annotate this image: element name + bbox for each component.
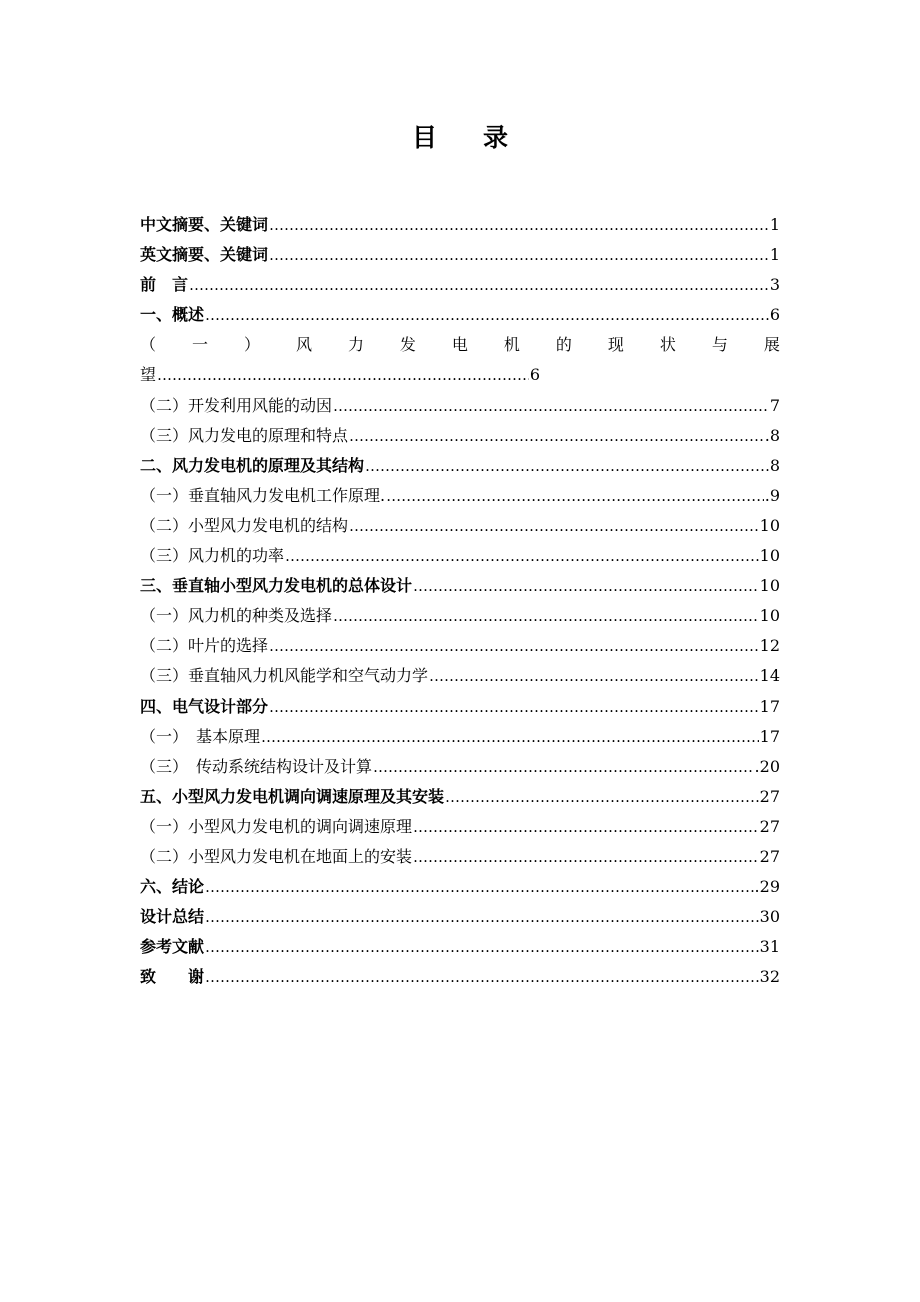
toc-entry-label: 望 xyxy=(140,365,157,385)
toc-entry-char: 力 xyxy=(347,335,364,355)
toc-entry-label: （一）垂直轴风力发电机工作原理. xyxy=(140,485,386,505)
toc-dot-leader xyxy=(285,541,759,571)
toc-entry[interactable] xyxy=(140,752,780,782)
toc-entry[interactable] xyxy=(140,541,780,571)
toc-entry-label-spread xyxy=(140,330,780,360)
toc-page-number: 6 xyxy=(769,305,780,325)
toc-entry[interactable] xyxy=(140,872,780,902)
toc-entry-char: 风 xyxy=(295,335,312,355)
toc-entry[interactable] xyxy=(140,451,780,481)
toc-dot-leader xyxy=(365,451,769,481)
toc-page-number: 10 xyxy=(759,576,780,596)
toc-dot-leader xyxy=(269,210,769,240)
toc-page-number: 27 xyxy=(759,816,780,836)
toc-entry-label: 英文摘要、关键词 xyxy=(140,245,269,265)
toc-dot-leader xyxy=(386,481,764,511)
toc-entry[interactable] xyxy=(140,631,780,661)
toc-entry[interactable] xyxy=(140,812,780,842)
toc-entry[interactable] xyxy=(140,571,780,601)
toc-dot-leader xyxy=(189,270,769,300)
toc-page-number: 8 xyxy=(769,455,780,475)
toc-page-number: 1 xyxy=(769,245,780,265)
toc-entry[interactable] xyxy=(140,300,780,330)
toc-entry-label: 一、概述 xyxy=(140,305,205,325)
page-title xyxy=(0,118,920,154)
toc-dot-leader xyxy=(157,360,529,390)
toc-dot-leader xyxy=(413,842,759,872)
toc-entry-char: 发 xyxy=(399,335,416,355)
toc-entry-label: 二、风力发电机的原理及其结构 xyxy=(140,455,365,475)
toc-entry[interactable] xyxy=(140,842,780,872)
toc-dot-leader xyxy=(205,962,759,992)
toc-entry-continuation[interactable] xyxy=(140,360,540,390)
toc-entry[interactable] xyxy=(140,601,780,631)
toc-entry-label: （二）开发利用风能的动因 xyxy=(140,395,333,415)
toc-page-number: .8 xyxy=(764,425,780,445)
toc-page-number: 30 xyxy=(759,907,780,927)
toc-entry-char: 现 xyxy=(607,335,624,355)
toc-entry[interactable] xyxy=(140,481,780,511)
toc-entry-label: （三） 传动系统结构设计及计算 xyxy=(140,756,373,776)
toc-page-number: 27 xyxy=(759,786,780,806)
toc-entry-label: 中文摘要、关键词 xyxy=(140,215,269,234)
title-char-2: 录 xyxy=(483,123,509,152)
toc-page-number: 1 xyxy=(769,215,780,234)
toc-page-number: 6 xyxy=(529,365,540,385)
toc-dot-leader xyxy=(333,601,759,631)
toc-entry[interactable] xyxy=(140,511,780,541)
toc-entry-char: 电 xyxy=(451,335,468,355)
toc-entry[interactable] xyxy=(140,391,780,421)
toc-dot-leader xyxy=(261,722,759,752)
toc-entry[interactable] xyxy=(140,902,780,932)
toc-entry-char: ） xyxy=(243,335,260,355)
toc-entry-char: 的 xyxy=(555,335,572,355)
toc-page-number: 12 xyxy=(759,636,780,656)
toc-entry-label: 三、垂直轴小型风力发电机的总体设计 xyxy=(140,576,413,596)
toc-entry-label: 四、电气设计部分 xyxy=(140,696,269,716)
toc-entry[interactable] xyxy=(140,421,780,451)
toc-dot-leader xyxy=(269,692,759,722)
toc-entry-label: （三）风力发电的原理和特点 xyxy=(140,425,349,445)
toc-entry[interactable] xyxy=(140,782,780,812)
toc-page-number: 17 xyxy=(759,726,780,746)
toc-entry[interactable] xyxy=(140,962,780,992)
toc-entry[interactable] xyxy=(140,210,780,240)
toc-dot-leader xyxy=(205,902,759,932)
toc-entry-char: 展 xyxy=(763,335,780,355)
toc-page-number: .9 xyxy=(764,485,780,505)
toc-entry-label: 前 言 xyxy=(140,275,189,295)
toc-dot-leader xyxy=(269,240,769,270)
toc-dot-leader xyxy=(349,421,764,451)
toc-dot-leader xyxy=(205,300,769,330)
toc-dot-leader xyxy=(205,932,759,962)
toc-page-number: 31 xyxy=(759,937,780,957)
table-of-contents xyxy=(140,210,780,992)
toc-entry-label: 五、小型风力发电机调向调速原理及其安装 xyxy=(140,786,445,806)
toc-entry-char: 一 xyxy=(191,335,208,355)
toc-entry-char: （ xyxy=(140,335,157,355)
toc-dot-leader xyxy=(373,752,754,782)
toc-entry-label: （一）小型风力发电机的调向调速原理 xyxy=(140,816,413,836)
toc-entry-label: （二）小型风力发电机的结构 xyxy=(140,515,349,535)
toc-page-number: 7 xyxy=(769,395,780,415)
toc-dot-leader xyxy=(349,511,759,541)
toc-page-number: 17 xyxy=(759,696,780,716)
toc-entry-label: 参考文献 xyxy=(140,937,205,957)
toc-entry[interactable] xyxy=(140,692,780,722)
toc-dot-leader xyxy=(269,631,759,661)
toc-entry-label: （二）叶片的选择 xyxy=(140,636,269,656)
toc-page-number: 32 xyxy=(759,967,780,987)
toc-dot-leader xyxy=(333,391,769,421)
toc-dot-leader xyxy=(413,571,759,601)
toc-dot-leader xyxy=(429,661,759,691)
toc-page-number: 10 xyxy=(759,546,780,566)
toc-entry-label: （一） 基本原理 xyxy=(140,726,261,746)
toc-entry[interactable] xyxy=(140,330,780,360)
toc-entry[interactable] xyxy=(140,240,780,270)
toc-page-number: 3 xyxy=(769,275,780,295)
toc-entry-char: 与 xyxy=(711,335,728,355)
toc-entry-label: 致 谢 xyxy=(140,967,205,987)
toc-page-number: .29 xyxy=(754,877,780,897)
toc-page-number: 27 xyxy=(759,846,780,866)
toc-entry-label: （二）小型风力发电机在地面上的安装 xyxy=(140,846,413,866)
toc-entry-char: 机 xyxy=(503,335,520,355)
toc-entry-label: 六、结论 xyxy=(140,877,205,897)
toc-dot-leader xyxy=(413,812,759,842)
toc-page-number: 14 xyxy=(759,666,780,686)
toc-entry[interactable] xyxy=(140,722,780,752)
toc-page-number: 10 xyxy=(759,606,780,626)
toc-entry-label: （三）垂直轴风力机风能学和空气动力学 xyxy=(140,666,429,686)
toc-entry[interactable] xyxy=(140,932,780,962)
title-char-1: 目 xyxy=(411,123,437,152)
toc-dot-leader xyxy=(445,782,759,812)
toc-dot-leader xyxy=(205,872,754,902)
toc-entry-label: （一）风力机的种类及选择 xyxy=(140,606,333,626)
toc-page-number: 10 xyxy=(759,515,780,535)
toc-page-number: .20 xyxy=(754,756,780,776)
toc-entry[interactable] xyxy=(140,270,780,300)
toc-entry[interactable] xyxy=(140,661,780,691)
toc-entry-label: （三）风力机的功率 xyxy=(140,546,285,566)
toc-entry-char: 状 xyxy=(659,335,676,355)
toc-entry-label: 设计总结 xyxy=(140,907,205,927)
